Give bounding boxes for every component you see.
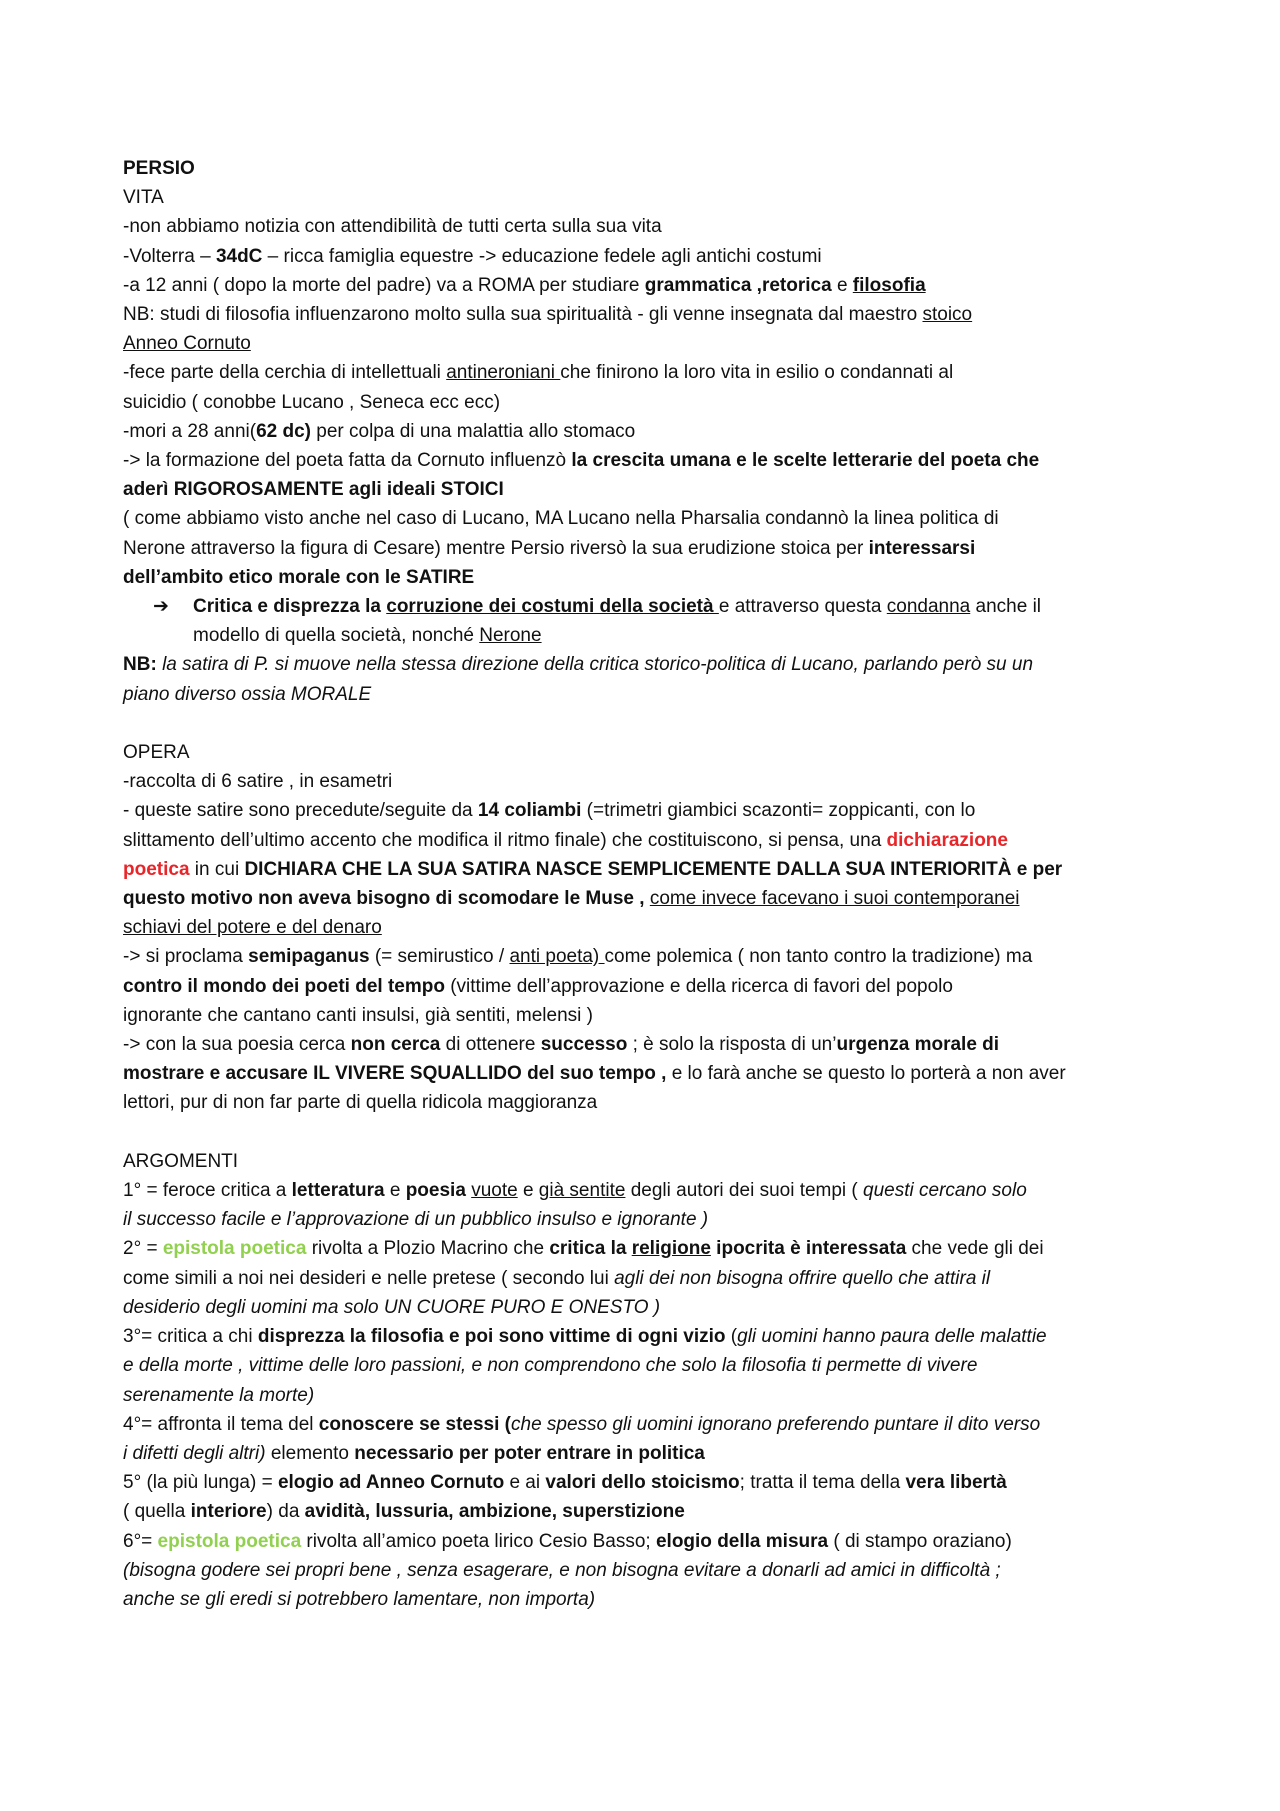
text-run: lettori, pur di non far parte di quella ridicola maggioranza — [123, 1092, 598, 1114]
text-run: Anneo Cornuto — [123, 333, 251, 355]
text-run: gli uomini hanno paura delle malattie — [737, 1326, 1047, 1348]
text-run: filosofia — [852, 274, 926, 296]
text-run: 34dC — [215, 245, 263, 267]
document-page — [123, 154, 1173, 1614]
text-line — [123, 767, 1173, 796]
text-run: religione — [631, 1238, 711, 1260]
text-run: di ottenere — [440, 1034, 541, 1056]
text-line — [123, 1439, 1173, 1468]
section-heading: OPERA — [123, 742, 190, 764]
text-run: questi cercano solo — [863, 1180, 1027, 1202]
text-line — [123, 504, 1173, 533]
text-run: interessarsi — [868, 537, 976, 559]
text-run: (= semirustico / — [369, 946, 510, 968]
text-line — [123, 1497, 1173, 1526]
text-run: avidità, lussuria, ambizione, superstizione — [304, 1501, 685, 1523]
text-run: come invece facevano i suoi contemporanei — [649, 888, 1020, 910]
text-run: valori dello stoicismo — [545, 1472, 740, 1494]
text-run: conoscere se stessi ( — [318, 1413, 511, 1435]
text-run: 6°= — [123, 1530, 158, 1552]
arrow-right-icon: ➔ — [153, 596, 169, 618]
text-line — [123, 1293, 1173, 1322]
text-run: che vede gli dei — [906, 1238, 1044, 1260]
text-run: successo — [540, 1034, 628, 1056]
text-run: 4°= affronta il tema del — [123, 1413, 319, 1435]
text-run: modello di quella società, nonché — [193, 625, 480, 647]
text-line — [123, 1351, 1173, 1380]
text-line — [123, 650, 1173, 679]
text-run: e della morte , vittime delle loro passioni, e non comprendono che solo la filosofia ti permette di vivere — [123, 1355, 978, 1377]
text-run: ; è solo la risposta di un’ — [627, 1034, 837, 1056]
text-run: come polemica ( non tanto contro la tradizione) ma — [604, 946, 1033, 968]
text-line — [123, 1322, 1173, 1351]
text-run: (=trimetri giambici scazonti= zoppicanti, con lo — [581, 800, 976, 822]
text-run: come simili a noi nei desideri e nelle pretese ( secondo lui — [123, 1267, 615, 1289]
text-run: e — [517, 1180, 539, 1202]
text-run: - queste satire sono precedute/seguite da — [123, 800, 478, 822]
text-run: 3°= critica a chi — [123, 1326, 258, 1348]
paragraph-gap — [123, 709, 1173, 738]
text-line — [123, 534, 1173, 563]
text-line — [123, 1410, 1173, 1439]
text-run: necessario per poter entrare in politica — [354, 1442, 705, 1464]
text-run: -> con la sua poesia cerca — [123, 1034, 351, 1056]
text-run: degli autori dei suoi tempi ( — [625, 1180, 864, 1202]
text-run: 1° = feroce critica a — [123, 1180, 292, 1202]
text-line — [123, 1264, 1173, 1293]
text-run: 5° (la più lunga) = — [123, 1472, 278, 1494]
text-line — [123, 1234, 1173, 1263]
text-run: (vittime dell’approvazione e della ricerca di favori del popolo — [444, 975, 953, 997]
text-line — [123, 1527, 1173, 1556]
text-line — [123, 942, 1173, 971]
text-run: la crescita umana e le scelte letterarie del poeta che — [571, 450, 1040, 472]
text-run: aderì RIGOROSAMENTE agli ideali STOICI — [123, 479, 504, 501]
text-run: e — [831, 274, 853, 296]
text-run: ( — [725, 1326, 738, 1348]
text-run: per colpa di una malattia allo stomaco — [310, 420, 636, 442]
text-run: slittamento dell’ultimo accento che modifica il ritmo finale) che costituiscono, si pensa, una — [123, 829, 887, 851]
text-run: ) da — [266, 1501, 305, 1523]
text-line — [123, 1176, 1173, 1205]
text-run: ipocrita è interessata — [710, 1238, 907, 1260]
text-line — [123, 680, 1173, 709]
text-run: stoico — [922, 304, 973, 326]
text-run: critica la — [549, 1238, 632, 1260]
text-run: letteratura — [291, 1180, 385, 1202]
paragraph-gap — [123, 1118, 1173, 1147]
text-line — [123, 1205, 1173, 1234]
text-run: ; tratta il tema della — [739, 1472, 906, 1494]
text-run: la satira di P. si muove nella stessa direzione della critica storico-politica di Lucano, parlando però su un — [162, 654, 1034, 676]
text-line — [123, 1556, 1173, 1585]
text-run: – ricca famiglia equestre -> educazione fedele agli antichi costumi — [262, 245, 822, 267]
text-run: -> la formazione del poeta fatta da Cornuto influenzò — [123, 450, 572, 472]
text-run: NB: studi di filosofia influenzarono molto sulla sua spiritualità - gli venne insegnata dal maestro — [123, 304, 923, 326]
text-run: epistola poetica — [157, 1530, 302, 1552]
text-line — [123, 417, 1173, 446]
text-run: condanna — [886, 596, 971, 618]
text-line — [123, 388, 1173, 417]
text-run: elemento — [265, 1442, 355, 1464]
text-run: -mori a 28 anni( — [123, 420, 257, 442]
section-heading: VITA — [123, 187, 164, 209]
text-line — [123, 358, 1173, 387]
arrow-bullet-text — [193, 592, 1041, 650]
document-body — [123, 183, 1173, 1614]
text-line — [123, 1001, 1173, 1030]
text-run: il successo facile e l’approvazione di un pubblico insulso e ignorante ) — [123, 1209, 709, 1231]
text-run: poesia — [405, 1180, 466, 1202]
text-run: 2° = — [123, 1238, 163, 1260]
text-run: grammatica — [644, 274, 752, 296]
text-run: -> si proclama — [123, 946, 249, 968]
text-line — [123, 271, 1173, 300]
text-line — [123, 796, 1173, 825]
text-run: già sentite — [538, 1180, 626, 1202]
text-run: anche il — [970, 596, 1042, 618]
text-run: serenamente la morte) — [123, 1384, 315, 1406]
text-run: dichiarazione — [886, 829, 1008, 851]
text-run: e ai — [504, 1472, 546, 1494]
text-line — [123, 826, 1173, 855]
text-line — [123, 1088, 1173, 1117]
text-run: agli dei non bisogna offrire quello che attira il — [614, 1267, 991, 1289]
text-run: che finirono la loro vita in esilio o condannati al — [560, 362, 954, 384]
text-run: -non abbiamo notizia con attendibilità de tutti certa sulla sua vita — [123, 216, 662, 238]
text-line — [123, 300, 1173, 329]
text-line — [123, 242, 1173, 271]
text-run: 62 dc) — [256, 420, 311, 442]
text-line — [193, 592, 1041, 621]
text-run: Critica e disprezza la — [193, 596, 387, 618]
text-run: interiore — [190, 1501, 267, 1523]
text-run: anche se gli eredi si potrebbero lamentare, non importa) — [123, 1588, 596, 1610]
text-run: vuote — [471, 1180, 518, 1202]
text-run: disprezza la filosofia e poi sono vittime di ogni vizio — [257, 1326, 726, 1348]
text-run: -a 12 anni ( dopo la morte del padre) va a ROMA per studiare — [123, 274, 645, 296]
text-run: che spesso gli uomini ignorano preferendo puntare il dito verso — [511, 1413, 1041, 1435]
arrow-bullet-item — [123, 592, 1173, 650]
text-line — [123, 913, 1173, 942]
text-run: , — [751, 274, 762, 296]
text-run: urgenza morale di — [836, 1034, 1000, 1056]
text-line — [123, 329, 1173, 358]
text-run: -Volterra – — [123, 245, 216, 267]
text-run: anti poeta) — [509, 946, 605, 968]
text-run: semipaganus — [248, 946, 370, 968]
text-run: rivolta all’amico poeta lirico Cesio Basso; — [301, 1530, 656, 1552]
text-line — [123, 1585, 1173, 1614]
text-run: ( di stampo oraziano) — [828, 1530, 1012, 1552]
text-run: epistola poetica — [162, 1238, 307, 1260]
document-title: PERSIO — [123, 158, 195, 179]
text-run: non cerca — [350, 1034, 441, 1056]
text-line — [123, 212, 1173, 241]
text-run: DICHIARA CHE LA SUA SATIRA NASCE SEMPLICEMENTE DALLA SUA INTERIORITÀ e per — [244, 858, 1063, 880]
text-run: e — [384, 1180, 406, 1202]
text-run: e lo farà anche se questo lo porterà a non aver — [666, 1063, 1066, 1085]
text-run: poetica — [123, 858, 190, 880]
text-line — [123, 1059, 1173, 1088]
text-run: i difetti degli altri) — [123, 1442, 266, 1464]
text-run: -raccolta di 6 satire , in esametri — [123, 771, 393, 793]
text-run: 14 coliambi — [477, 800, 582, 822]
text-line — [123, 1468, 1173, 1497]
text-run: suicidio ( conobbe Lucano , Seneca ecc ecc) — [123, 391, 501, 413]
text-run: e attraverso questa — [718, 596, 887, 618]
text-run: in cui — [189, 858, 245, 880]
text-run: questo motivo non aveva bisogno di scomodare le Muse , — [123, 888, 645, 910]
section-heading: ARGOMENTI — [123, 1150, 239, 1172]
text-line — [123, 1030, 1173, 1059]
text-run: dell’ambito etico morale con le SATIRE — [123, 566, 475, 588]
text-line — [123, 855, 1173, 884]
text-run: schiavi del potere e del denaro — [123, 917, 382, 939]
text-run: rivolta a Plozio Macrino che — [306, 1238, 550, 1260]
text-line — [123, 972, 1173, 1001]
text-run: antineroniani — [446, 362, 561, 384]
text-run: elogio ad Anneo Cornuto — [277, 1472, 505, 1494]
text-line — [193, 621, 1041, 650]
text-line — [123, 475, 1173, 504]
text-run: Nerone attraverso la figura di Cesare) mentre Persio riversò la sua erudizione stoica per — [123, 537, 869, 559]
text-run: vera libertà — [905, 1472, 1007, 1494]
text-run: retorica — [761, 274, 832, 296]
text-run: desiderio degli uomini ma solo UN CUORE PURO E ONESTO ) — [123, 1296, 661, 1318]
text-run: (bisogna godere sei propri bene , senza esagerare, e non bisogna evitare a donarli ad amici in difficoltà ; — [123, 1559, 1001, 1581]
text-run: NB: — [123, 654, 157, 676]
text-line — [123, 884, 1173, 913]
text-line — [123, 1381, 1173, 1410]
text-run: corruzione dei costumi della società — [386, 596, 719, 618]
text-run: mostrare e accusare IL VIVERE SQUALLIDO del suo tempo , — [123, 1063, 667, 1085]
text-run: elogio della misura — [655, 1530, 829, 1552]
text-run: contro il mondo dei poeti del tempo — [123, 975, 445, 997]
text-run: piano diverso ossia MORALE — [123, 683, 372, 705]
text-run: ignorante che cantano canti insulsi, già sentiti, melensi ) — [123, 1004, 593, 1026]
text-run: Nerone — [479, 625, 542, 647]
text-line — [123, 563, 1173, 592]
text-run: ( quella — [123, 1501, 191, 1523]
text-run: -fece parte della cerchia di intellettuali — [123, 362, 447, 384]
text-line — [123, 446, 1173, 475]
text-run: ( come abbiamo visto anche nel caso di Lucano, MA Lucano nella Pharsalia condannò la linea politica di — [123, 508, 999, 530]
